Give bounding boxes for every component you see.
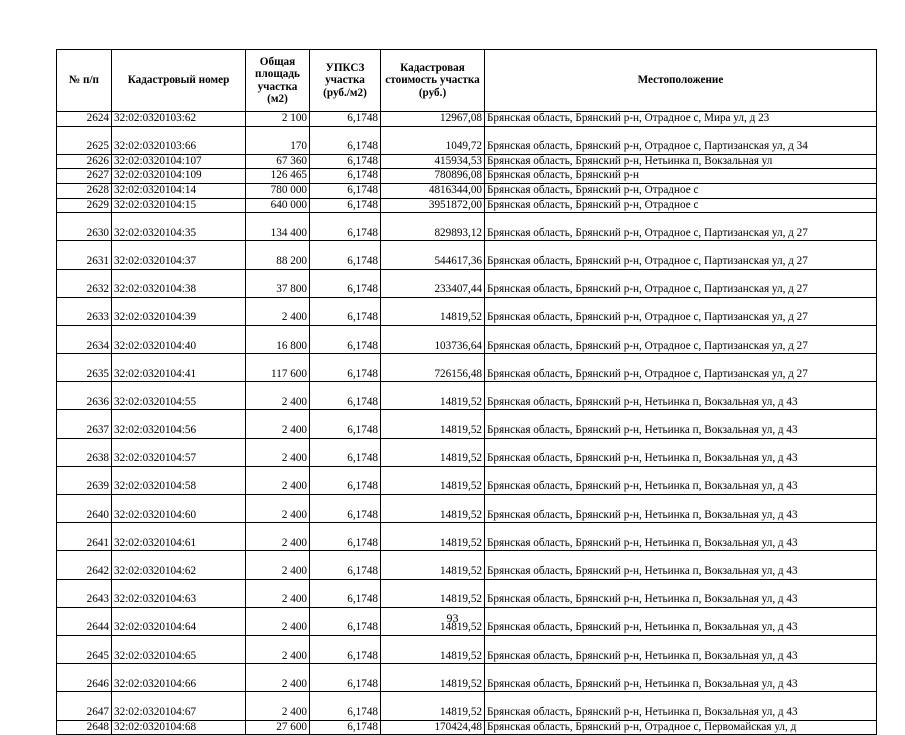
table-row (57, 213, 877, 241)
cell-location: Брянская область, Брянский р-н, Нетьинка п, Вокзальная ул, д 43 (485, 410, 877, 438)
header-upksz: УПКСЗ участка (руб./м2) (310, 50, 381, 112)
cell-location: Брянская область, Брянский р-н, Нетьинка п, Вокзальная ул, д 43 (485, 495, 877, 523)
cell-num: 2642 (57, 551, 112, 579)
cell-cadastral-number: 32:02:0320104:62 (112, 551, 246, 579)
cell-location: Брянская область, Брянский р-н, Нетьинка п, Вокзальная ул (485, 154, 877, 169)
cell-cadastral-number: 32:02:0320104:61 (112, 523, 246, 551)
cell-num: 2644 (57, 607, 112, 635)
cell-cadastral-value: 544617,36 (381, 241, 485, 269)
cell-upksz: 6,1748 (310, 154, 381, 169)
cell-cadastral-value: 829893,12 (381, 213, 485, 241)
header-cadastral-value: Кадастровая стоимость участка (руб.) (381, 50, 485, 112)
cell-cadastral-number: 32:02:0320104:67 (112, 692, 246, 720)
cell-upksz: 6,1748 (310, 213, 381, 241)
cell-num: 2634 (57, 325, 112, 353)
cell-cadastral-number: 32:02:0320104:14 (112, 183, 246, 198)
cell-num: 2648 (57, 720, 112, 735)
cell-area: 2 400 (246, 523, 310, 551)
cell-num: 2639 (57, 466, 112, 494)
cell-location: Брянская область, Брянский р-н, Нетьинка п, Вокзальная ул, д 43 (485, 466, 877, 494)
table-row (57, 579, 877, 607)
cell-num: 2641 (57, 523, 112, 551)
cell-cadastral-value: 14819,52 (381, 410, 485, 438)
table-row (57, 720, 877, 735)
cell-num: 2629 (57, 198, 112, 213)
table-row (57, 154, 877, 169)
cell-upksz: 6,1748 (310, 523, 381, 551)
cell-upksz: 6,1748 (310, 551, 381, 579)
cell-area: 27 600 (246, 720, 310, 735)
table-row (57, 438, 877, 466)
table-row (57, 354, 877, 382)
cell-location: Брянская область, Брянский р-н, Нетьинка п, Вокзальная ул, д 43 (485, 664, 877, 692)
cell-area: 16 800 (246, 325, 310, 353)
cell-cadastral-value: 170424,48 (381, 720, 485, 735)
cell-location: Брянская область, Брянский р-н, Нетьинка п, Вокзальная ул, д 43 (485, 635, 877, 663)
cell-cadastral-value: 14819,52 (381, 607, 485, 635)
cell-cadastral-value: 233407,44 (381, 269, 485, 297)
cell-location: Брянская область, Брянский р-н, Отрадное с, Партизанская ул, д 27 (485, 241, 877, 269)
cell-num: 2637 (57, 410, 112, 438)
cell-location: Брянская область, Брянский р-н, Нетьинка п, Вокзальная ул, д 43 (485, 551, 877, 579)
cell-cadastral-number: 32:02:0320104:63 (112, 579, 246, 607)
cell-num: 2645 (57, 635, 112, 663)
cell-cadastral-number: 32:02:0320104:37 (112, 241, 246, 269)
cell-num: 2627 (57, 169, 112, 184)
cell-location: Брянская область, Брянский р-н, Отрадное с, Партизанская ул, д 27 (485, 213, 877, 241)
cell-cadastral-number: 32:02:0320104:40 (112, 325, 246, 353)
cell-cadastral-number: 32:02:0320104:64 (112, 607, 246, 635)
cell-cadastral-number: 32:02:0320104:65 (112, 635, 246, 663)
cell-cadastral-value: 4816344,00 (381, 183, 485, 198)
cell-cadastral-number: 32:02:0320104:15 (112, 198, 246, 213)
cell-cadastral-value: 14819,52 (381, 579, 485, 607)
table-row (57, 241, 877, 269)
header-location: Местоположение (485, 50, 877, 112)
cell-upksz: 6,1748 (310, 354, 381, 382)
cell-num: 2647 (57, 692, 112, 720)
cell-area: 2 400 (246, 635, 310, 663)
cell-area: 88 200 (246, 241, 310, 269)
table-row (57, 551, 877, 579)
table-row (57, 382, 877, 410)
cell-cadastral-number: 32:02:0320104:55 (112, 382, 246, 410)
cell-upksz: 6,1748 (310, 664, 381, 692)
cell-num: 2643 (57, 579, 112, 607)
cell-location: Брянская область, Брянский р-н, Нетьинка п, Вокзальная ул, д 43 (485, 692, 877, 720)
header-total-area: Общая площадь участка (м2) (246, 50, 310, 112)
cell-area: 2 400 (246, 382, 310, 410)
cell-location: Брянская область, Брянский р-н, Отрадное с, Первомайская ул, д (485, 720, 877, 735)
cell-num: 2625 (57, 126, 112, 154)
cell-cadastral-value: 14819,52 (381, 664, 485, 692)
cell-area: 640 000 (246, 198, 310, 213)
cell-num: 2630 (57, 213, 112, 241)
cell-cadastral-number: 32:02:0320104:58 (112, 466, 246, 494)
cell-area: 117 600 (246, 354, 310, 382)
cell-cadastral-number: 32:02:0320104:109 (112, 169, 246, 184)
cell-location: Брянская область, Брянский р-н, Нетьинка п, Вокзальная ул, д 43 (485, 382, 877, 410)
cell-area: 2 400 (246, 692, 310, 720)
cell-area: 37 800 (246, 269, 310, 297)
cell-upksz: 6,1748 (310, 720, 381, 735)
cell-cadastral-value: 14819,52 (381, 297, 485, 325)
cell-upksz: 6,1748 (310, 438, 381, 466)
table-row (57, 183, 877, 198)
cadastral-value-table (56, 49, 877, 735)
cell-num: 2624 (57, 112, 112, 127)
cell-cadastral-number: 32:02:0320104:35 (112, 213, 246, 241)
cell-cadastral-value: 12967,08 (381, 112, 485, 127)
cell-location: Брянская область, Брянский р-н, Отрадное с, Партизанская ул, д 27 (485, 269, 877, 297)
cell-cadastral-value: 103736,64 (381, 325, 485, 353)
cell-location: Брянская область, Брянский р-н, Нетьинка п, Вокзальная ул, д 43 (485, 438, 877, 466)
cell-cadastral-number: 32:02:0320104:60 (112, 495, 246, 523)
cell-upksz: 6,1748 (310, 297, 381, 325)
cell-area: 2 100 (246, 112, 310, 127)
table-row (57, 664, 877, 692)
cell-cadastral-value: 14819,52 (381, 495, 485, 523)
table-row (57, 269, 877, 297)
cell-cadastral-value: 3951872,00 (381, 198, 485, 213)
cell-cadastral-value: 14819,52 (381, 466, 485, 494)
cell-cadastral-value: 415934,53 (381, 154, 485, 169)
cell-location: Брянская область, Брянский р-н (485, 169, 877, 184)
table-row (57, 169, 877, 184)
cell-area: 2 400 (246, 438, 310, 466)
cell-location: Брянская область, Брянский р-н, Отрадное с (485, 183, 877, 198)
cell-upksz: 6,1748 (310, 183, 381, 198)
cell-cadastral-number: 32:02:0320104:66 (112, 664, 246, 692)
cell-cadastral-number: 32:02:0320104:39 (112, 297, 246, 325)
cell-num: 2626 (57, 154, 112, 169)
cell-location: Брянская область, Брянский р-н, Нетьинка п, Вокзальная ул, д 43 (485, 607, 877, 635)
table-row (57, 466, 877, 494)
cell-area: 780 000 (246, 183, 310, 198)
cell-location: Брянская область, Брянский р-н, Нетьинка п, Вокзальная ул, д 43 (485, 579, 877, 607)
table-row (57, 112, 877, 127)
cell-num: 2636 (57, 382, 112, 410)
cell-location: Брянская область, Брянский р-н, Отрадное с, Партизанская ул, д 34 (485, 126, 877, 154)
table-row (57, 495, 877, 523)
cell-upksz: 6,1748 (310, 169, 381, 184)
cell-area: 2 400 (246, 410, 310, 438)
cell-upksz: 6,1748 (310, 410, 381, 438)
cell-cadastral-number: 32:02:0320103:66 (112, 126, 246, 154)
page-number: 93 (446, 611, 459, 625)
cell-num: 2640 (57, 495, 112, 523)
cell-location: Брянская область, Брянский р-н, Отрадное с (485, 198, 877, 213)
cell-upksz: 6,1748 (310, 466, 381, 494)
cell-area: 2 400 (246, 579, 310, 607)
cell-num: 2628 (57, 183, 112, 198)
cell-upksz: 6,1748 (310, 579, 381, 607)
cell-cadastral-value: 726156,48 (381, 354, 485, 382)
cell-area: 170 (246, 126, 310, 154)
cell-cadastral-number: 32:02:0320104:56 (112, 410, 246, 438)
table-row (57, 126, 877, 154)
cell-cadastral-value: 14819,52 (381, 523, 485, 551)
cell-cadastral-number: 32:02:0320104:38 (112, 269, 246, 297)
cell-upksz: 6,1748 (310, 495, 381, 523)
cell-upksz: 6,1748 (310, 692, 381, 720)
cell-upksz: 6,1748 (310, 325, 381, 353)
cell-cadastral-value: 780896,08 (381, 169, 485, 184)
table-header-row (57, 50, 877, 112)
cell-cadastral-number: 32:02:0320104:41 (112, 354, 246, 382)
cell-area: 2 400 (246, 551, 310, 579)
cell-cadastral-number: 32:02:0320104:107 (112, 154, 246, 169)
cell-num: 2635 (57, 354, 112, 382)
cell-cadastral-value: 1049,72 (381, 126, 485, 154)
cell-upksz: 6,1748 (310, 607, 381, 635)
table-row (57, 692, 877, 720)
cell-cadastral-number: 32:02:0320104:68 (112, 720, 246, 735)
cell-cadastral-value: 14819,52 (381, 438, 485, 466)
cell-num: 2631 (57, 241, 112, 269)
cell-location: Брянская область, Брянский р-н, Отрадное с, Партизанская ул, д 27 (485, 354, 877, 382)
cell-area: 134 400 (246, 213, 310, 241)
cell-upksz: 6,1748 (310, 241, 381, 269)
cell-cadastral-number: 32:02:0320104:57 (112, 438, 246, 466)
table-row (57, 198, 877, 213)
cell-cadastral-value: 14819,52 (381, 382, 485, 410)
cell-upksz: 6,1748 (310, 269, 381, 297)
header-cadastral-number: Кадастровый номер (112, 50, 246, 112)
cell-upksz: 6,1748 (310, 635, 381, 663)
cell-upksz: 6,1748 (310, 382, 381, 410)
cell-area: 2 400 (246, 495, 310, 523)
cell-area: 2 400 (246, 664, 310, 692)
cell-upksz: 6,1748 (310, 126, 381, 154)
cell-num: 2633 (57, 297, 112, 325)
cell-location: Брянская область, Брянский р-н, Отрадное с, Партизанская ул, д 27 (485, 297, 877, 325)
table-row (57, 523, 877, 551)
cell-area: 126 465 (246, 169, 310, 184)
cell-num: 2632 (57, 269, 112, 297)
table-row (57, 297, 877, 325)
cell-cadastral-number: 32:02:0320103:62 (112, 112, 246, 127)
cell-cadastral-value: 14819,52 (381, 635, 485, 663)
header-num: № п/п (57, 50, 112, 112)
cell-location: Брянская область, Брянский р-н, Отрадное с, Партизанская ул, д 27 (485, 325, 877, 353)
cell-area: 2 400 (246, 607, 310, 635)
cell-location: Брянская область, Брянский р-н, Отрадное с, Мира ул, д 23 (485, 112, 877, 127)
cell-upksz: 6,1748 (310, 198, 381, 213)
cell-cadastral-value: 14819,52 (381, 692, 485, 720)
table-row (57, 410, 877, 438)
cell-cadastral-value: 14819,52 (381, 551, 485, 579)
cell-upksz: 6,1748 (310, 112, 381, 127)
cell-num: 2646 (57, 664, 112, 692)
cell-area: 2 400 (246, 297, 310, 325)
cell-area: 2 400 (246, 466, 310, 494)
cell-location: Брянская область, Брянский р-н, Нетьинка п, Вокзальная ул, д 43 (485, 523, 877, 551)
cell-area: 67 360 (246, 154, 310, 169)
table-row (57, 325, 877, 353)
cell-num: 2638 (57, 438, 112, 466)
